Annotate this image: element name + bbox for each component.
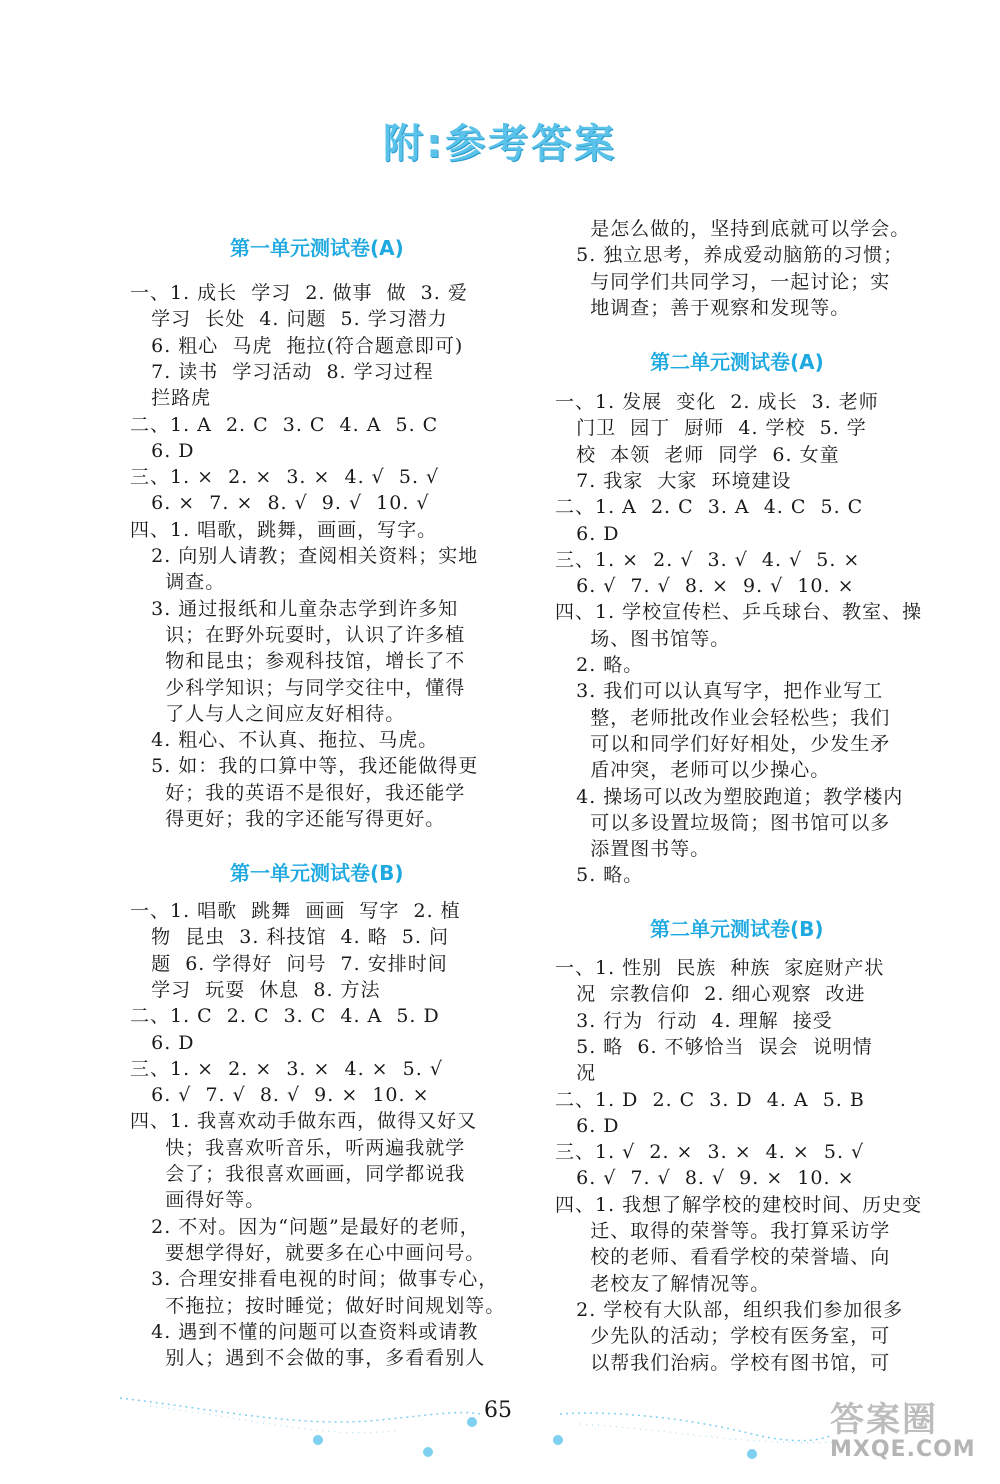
answer-line: 三、1. √ 2. × 3. × 4. × 5. √ [555, 1141, 865, 1164]
answer-line: 7. 我家 大家 环境建设 [555, 469, 792, 492]
answer-line: 会了；我很喜欢画画，同学都说我 [130, 1163, 466, 1185]
answer-line: 5. 如：我的口算中等，我还能做得更 [130, 755, 479, 778]
answer-line: 三、1. × 2. × 3. × 4. √ 5. √ [130, 466, 440, 489]
answer-line: 好；我的英语不是很好，我还能学 [130, 781, 466, 804]
answer-line: 一、1. 唱歌 跳舞 画画 写字 2. 植 [130, 900, 461, 922]
watermark [830, 1392, 976, 1462]
answer-line: 况 [555, 1062, 597, 1085]
answer-line: 校 本领 老师 同学 6. 女童 [555, 443, 840, 466]
section-title: 第一单元测试卷(A) [230, 236, 404, 260]
answer-line: 画得好等。 [130, 1189, 266, 1212]
answer-line: 2. 略。 [555, 654, 644, 676]
answer-line: 6. 粗心 马虎 拖拉(符合题意即可) [130, 334, 464, 357]
answer-line: 添置图书等。 [555, 838, 711, 861]
footer-dot [747, 1449, 757, 1459]
answer-line: 5. 略 6. 不够恰当 误会 说明情 [555, 1035, 873, 1058]
answer-line: 门卫 园丁 厨师 4. 学校 5. 学 [555, 417, 867, 440]
answer-line: 整，老师批改作业会轻松些；我们 [555, 706, 891, 729]
answer-line: 5. 独立思考，养成爱动脑筋的习惯； [555, 244, 904, 267]
answer-line: 一、1. 性别 民族 种族 家庭财产状 [555, 957, 885, 979]
answer-line: 6. × 7. × 8. √ 9. √ 10. √ [130, 492, 430, 515]
answer-line: 不拖拉；按时睡觉；做好时间规划等。 [130, 1294, 506, 1317]
answer-line: 物和昆虫；参观科技馆，增长了不 [130, 650, 466, 673]
answer-line: 盾冲突，老师可以少操心。 [555, 759, 831, 782]
answer-line: 四、1. 唱歌，跳舞，画画，写字。 [130, 518, 438, 541]
answer-line: 6. D [555, 522, 620, 545]
answer-line: 2. 向别人请教；查阅相关资料；实地 [130, 545, 479, 567]
answer-line: 2. 学校有大队部，组织我们参加很多 [555, 1298, 904, 1321]
watermark-url: MXQE.COM [830, 1437, 976, 1462]
answer-line: 调查。 [130, 571, 226, 594]
answer-line: 二、1. D 2. C 3. D 4. A 5. B [555, 1088, 865, 1111]
answer-line: 四、1. 我喜欢动手做东西，做得又好又 [130, 1110, 478, 1133]
answer-line: 场、图书馆等。 [555, 627, 731, 650]
answer-line: 6. D [130, 1031, 195, 1054]
answer-line: 了人与人之间应友好相待。 [130, 702, 406, 725]
answer-line: 二、1. A 2. C 3. C 4. A 5. C [130, 413, 439, 436]
answer-line: 4. 粗心、不认真、拖拉、马虎。 [130, 729, 439, 752]
answer-line: 学习 长处 4. 问题 5. 学习潜力 [130, 308, 448, 331]
answer-line: 得更好；我的字还能写得更好。 [130, 808, 446, 830]
answer-line: 识；在野外玩耍时，认识了许多植 [130, 623, 466, 646]
answer-line: 可以和同学们好好相处，少发生矛 [555, 732, 891, 755]
section-title: 第二单元测试卷(A) [650, 350, 824, 374]
answer-line: 4. 遇到不懂的问题可以查资料或请教 [130, 1320, 479, 1343]
answer-line: 4. 操场可以改为塑胶跑道；教学楼内 [555, 785, 904, 808]
answer-line: 少科学知识；与同学交往中，懂得 [130, 676, 466, 699]
answer-line: 7. 读书 学习活动 8. 学习过程 [130, 360, 434, 383]
answer-line: 2. 不对。因为“问题”是最好的老师， [130, 1215, 480, 1238]
answer-line: 况 宗教信仰 2. 细心观察 改进 [555, 983, 866, 1006]
footer-dot [313, 1435, 323, 1445]
page-number: 65 [484, 1398, 512, 1423]
page-title: 附:参考答案 [383, 121, 617, 167]
footer-dot [423, 1447, 433, 1457]
answer-line: 老校友了解情况等。 [555, 1272, 771, 1295]
answer-line: 6. √ 7. √ 8. × 9. √ 10. × [555, 575, 855, 598]
section-title: 第一单元测试卷(B) [230, 861, 404, 885]
answer-line: 6. √ 7. √ 8. √ 9. × 10. × [130, 1084, 430, 1107]
answer-line: 学习 玩耍 休息 8. 方法 [130, 978, 381, 1001]
section-title: 第二单元测试卷(B) [650, 917, 824, 941]
answer-line: 3. 我们可以认真写字，把作业写工 [555, 680, 884, 703]
answer-line: 三、1. × 2. × 3. × 4. × 5. √ [130, 1057, 443, 1080]
answer-line: 迁、取得的荣誉等。我打算采访学 [555, 1220, 891, 1242]
answer-line: 少先队的活动；学校有医务室，可 [555, 1325, 891, 1348]
answer-line: 可以多设置垃圾筒；图书馆可以多 [555, 811, 891, 834]
answer-line: 四、1. 学校宣传栏、乒乓球台、教室、操 [555, 601, 923, 624]
answer-line: 三、1. × 2. √ 3. √ 4. √ 5. × [555, 548, 861, 571]
answer-line: 5. 略。 [555, 864, 644, 887]
answer-line: 以帮我们治病。学校有图书馆，可 [555, 1351, 891, 1374]
answer-line: 校的老师、看看学校的荣誉墙、向 [555, 1246, 891, 1269]
answer-line: 与同学们共同学习，一起讨论；实 [555, 270, 891, 293]
answer-line: 3. 行为 行动 4. 理解 接受 [555, 1009, 833, 1032]
answer-line: 物 昆虫 3. 科技馆 4. 略 5. 问 [130, 926, 449, 949]
answer-line: 6. √ 7. √ 8. √ 9. × 10. × [555, 1167, 855, 1190]
footer-dot [467, 1417, 477, 1427]
answer-line: 3. 合理安排看电视的时间；做事专心， [130, 1268, 499, 1291]
answer-line: 题 6. 学得好 问号 7. 安排时间 [130, 952, 448, 975]
answer-line: 一、1. 成长 学习 2. 做事 做 3. 爱 [130, 282, 468, 304]
answer-line: 二、1. A 2. C 3. A 4. C 5. C [555, 496, 864, 519]
answer-line: 是怎么做的，坚持到底就可以学会。 [555, 218, 911, 240]
answer-line: 快；我喜欢听音乐，听两遍我就学 [130, 1136, 466, 1159]
answer-line: 6. D [130, 439, 195, 462]
answer-line: 四、1. 我想了解学校的建校时间、历史变 [555, 1193, 923, 1216]
answer-line: 二、1. C 2. C 3. C 4. A 5. D [130, 1005, 440, 1028]
answer-line: 要想学得好，就要多在心中画问号。 [130, 1241, 486, 1264]
answer-line: 地调查；善于观察和发现等。 [555, 296, 851, 319]
answer-line: 6. D [555, 1114, 620, 1137]
answer-line: 别人；遇到不会做的事，多看看别人 [130, 1347, 486, 1370]
answer-line: 一、1. 发展 变化 2. 成长 3. 老师 [555, 391, 879, 413]
footer-dot [553, 1435, 563, 1445]
answer-line: 3. 通过报纸和儿童杂志学到许多知 [130, 597, 459, 620]
answer-line: 拦路虎 [130, 387, 212, 410]
watermark-logo-text: 答案圈 [830, 1400, 938, 1440]
